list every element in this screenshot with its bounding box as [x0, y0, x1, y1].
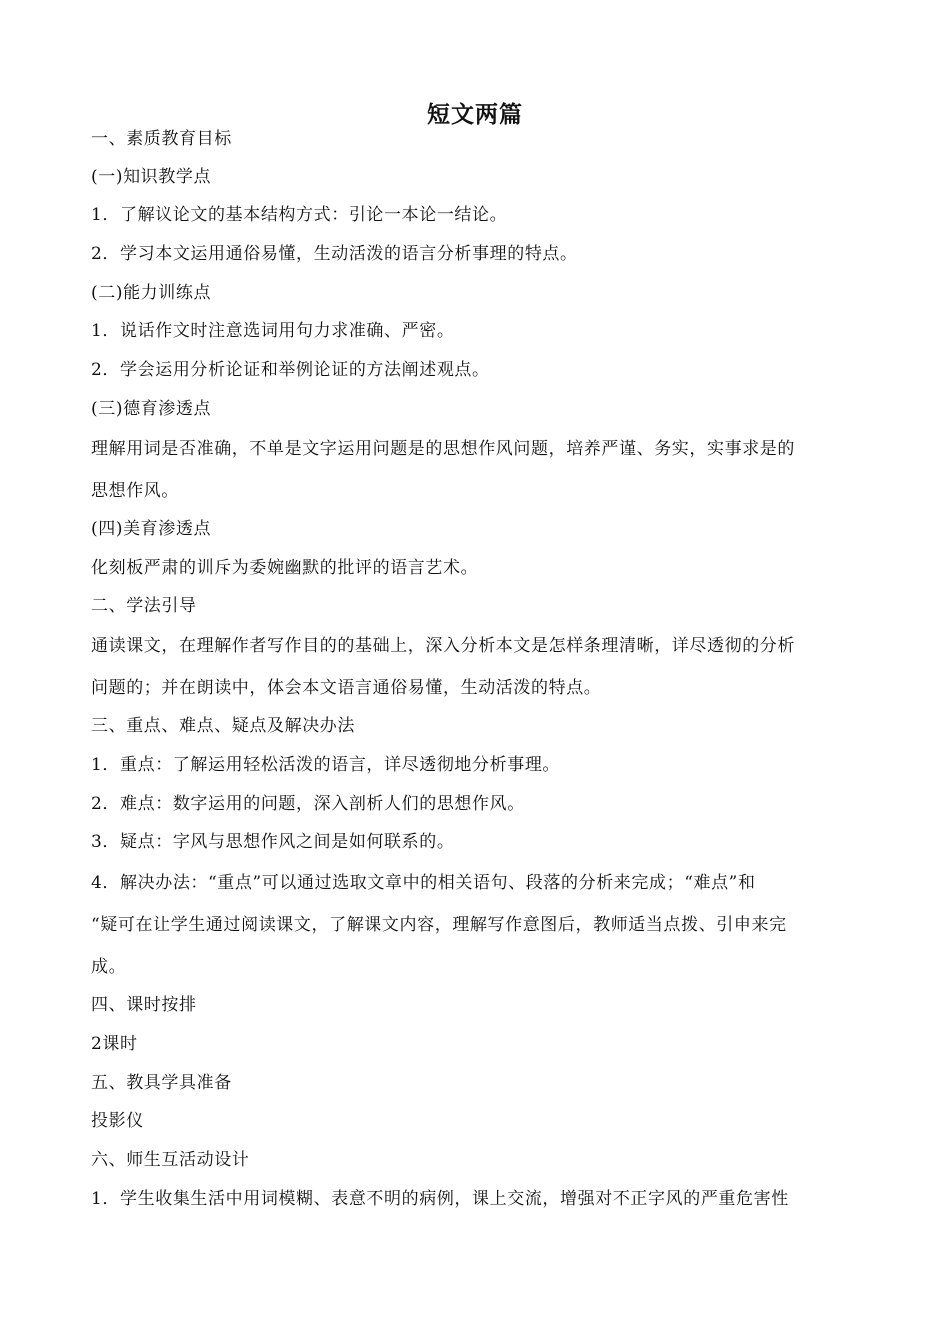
list-item: 2．难点：数字运用的问题，深入剖析人们的思想作风。 — [91, 794, 525, 814]
paragraph-line: 2课时 — [91, 1034, 138, 1054]
section-heading: 二、学法引导 — [91, 596, 197, 616]
subsection-heading: (二)能力训练点 — [91, 283, 212, 303]
subsection-heading: (四)美育渗透点 — [91, 519, 212, 539]
list-item: 4．解决办法：“重点”可以通过选取文章中的相关语句、段落的分析来完成；“难点”和 — [91, 873, 756, 893]
list-item: 1．说话作文时注意选词用句力求准确、严密。 — [91, 321, 455, 341]
paragraph-line: 成。 — [91, 957, 127, 977]
paragraph-line: 通读课文，在理解作者写作目的的基础上，深入分析本文是怎样条理清晰，详尽透彻的分析 — [91, 636, 795, 656]
section-heading: 三、重点、难点、疑点及解决办法 — [91, 716, 355, 736]
list-item: 2．学会运用分析论证和举例论证的方法阐述观点。 — [91, 360, 490, 380]
section-heading: 四、课时按排 — [91, 995, 197, 1015]
subsection-heading: (三)德育渗透点 — [91, 399, 212, 419]
paragraph-line: 理解用词是否准确，不单是文字运用问题是的思想作风问题，培养严谨、务实，实事求是的 — [91, 439, 795, 459]
list-item: 1．学生收集生活中用词模糊、表意不明的病例，课上交流，增强对不正字风的严重危害性 — [91, 1189, 789, 1209]
paragraph-line: 化刻板严肃的训斥为委婉幽默的批评的语言艺术。 — [91, 558, 479, 578]
list-item: 2．学习本文运用通俗易懂，生动活泼的语言分析事理的特点。 — [91, 244, 578, 264]
paragraph-line: 问题的；并在朗读中，体会本文语言通俗易懂，生动活泼的特点。 — [91, 678, 602, 698]
section-heading: 五、教具学具准备 — [91, 1073, 232, 1093]
paragraph-line: 思想作风。 — [91, 481, 179, 501]
section-heading: 六、师生互活动设计 — [91, 1150, 250, 1170]
document-title: 短文两篇 — [427, 102, 523, 128]
paragraph-line: 投影仪 — [91, 1111, 144, 1131]
subsection-heading: (一)知识教学点 — [91, 167, 212, 187]
list-item: 1．了解议论文的基本结构方式：引论一本论一结论。 — [91, 205, 508, 225]
paragraph-line: “疑可在让学生通过阅读课文，了解课文内容，理解写作意图后，教师适当点拨、引申来完 — [91, 915, 787, 935]
list-item: 3．疑点：字风与思想作风之间是如何联系的。 — [91, 832, 455, 852]
list-item: 1．重点：了解运用轻松活泼的语言，详尽透彻地分析事理。 — [91, 755, 561, 775]
section-heading: 一、素质教育目标 — [91, 129, 232, 149]
